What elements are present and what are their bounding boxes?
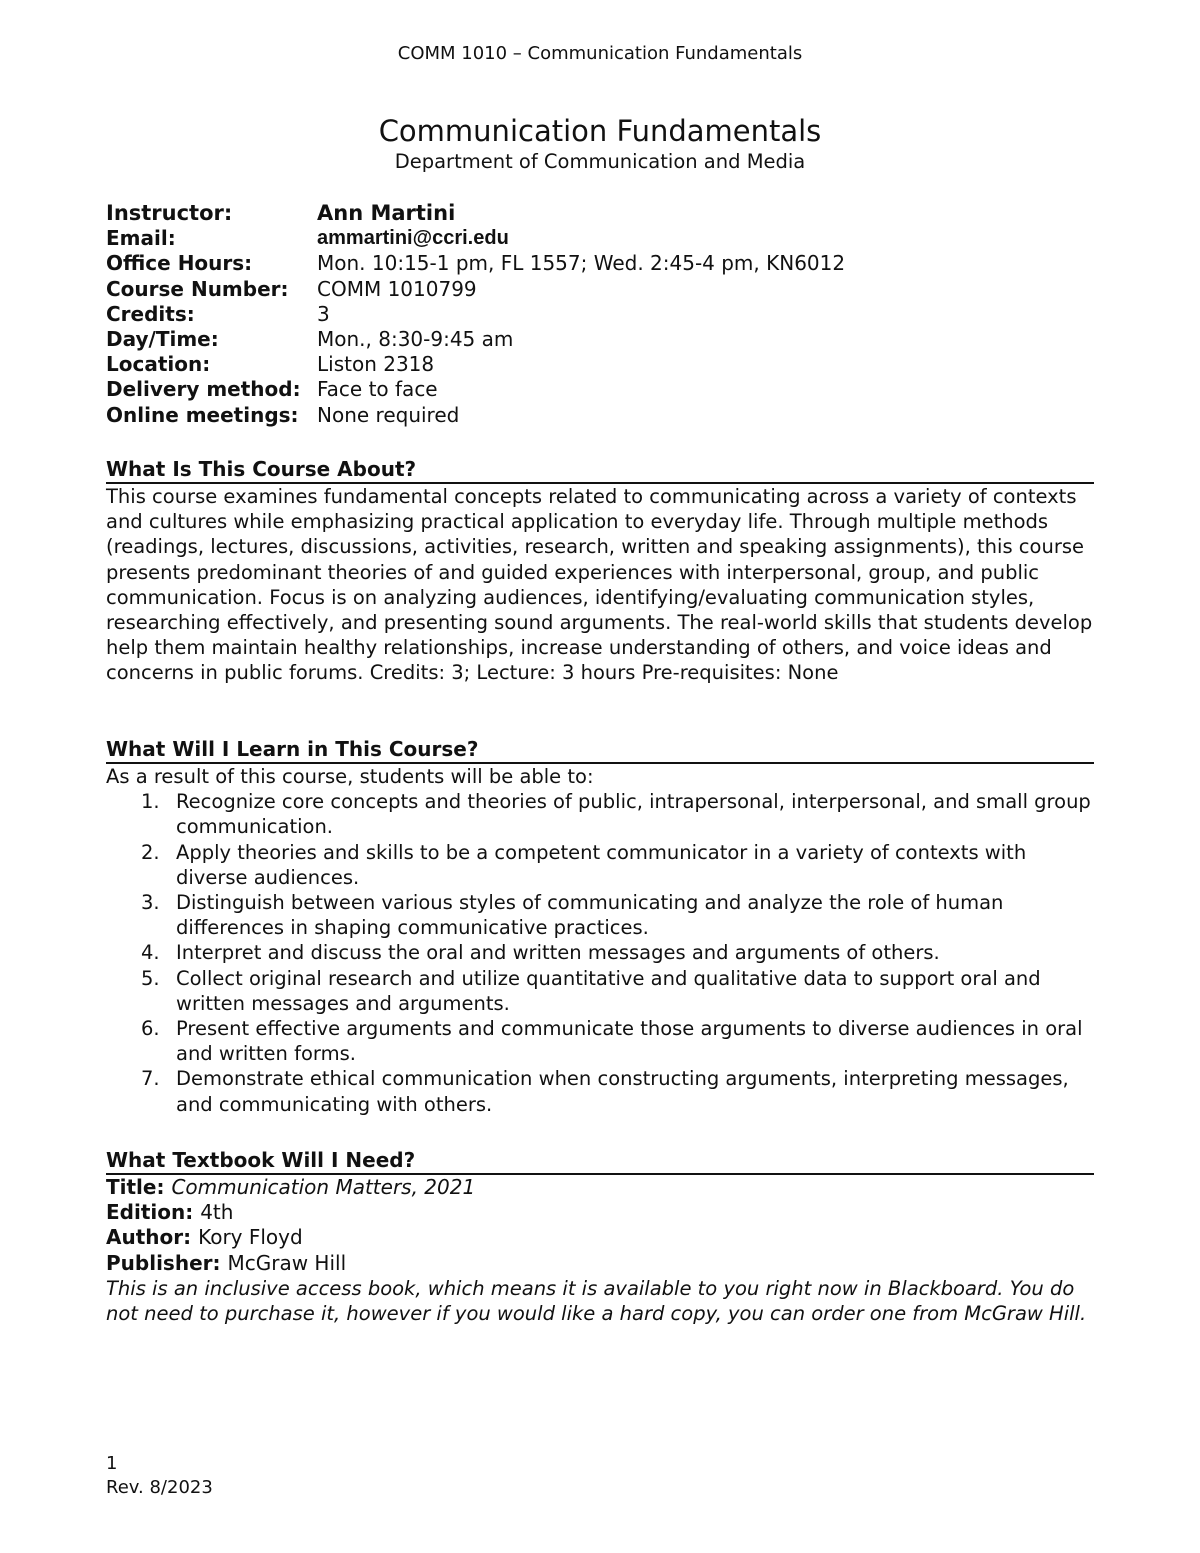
list-item	[106, 789, 1094, 839]
list-item-text: Demonstrate ethical communication when constructing arguments, interpreting messages, and communicating with others.	[176, 1067, 1069, 1116]
day-time-value: Mon., 8:30-9:45 am	[317, 326, 514, 351]
textbook-author-label: Author:	[106, 1225, 199, 1250]
list-number: 5.	[141, 966, 160, 990]
department-name: Department of Communication and Media	[394, 150, 806, 173]
location-value: Liston 2318	[317, 352, 435, 377]
textbook-edition-value: 4th	[200, 1200, 234, 1225]
list-item	[106, 966, 1094, 1016]
info-label: Online meetings:	[106, 402, 299, 427]
list-item	[106, 1066, 1094, 1116]
list-item-text: Distinguish between various styles of communicating and analyze the role of human differences in shaping communicative practices.	[176, 891, 1004, 940]
learning-outcomes-list	[106, 789, 1094, 1117]
info-row-delivery-method	[106, 377, 1106, 402]
page-footer	[106, 1452, 213, 1500]
list-number: 3.	[141, 891, 160, 915]
list-item	[106, 940, 1094, 965]
textbook-publisher-value: McGraw Hill	[227, 1250, 347, 1275]
page-number: 1	[106, 1453, 118, 1474]
list-item	[106, 840, 1094, 890]
textbook-author-row	[106, 1225, 1094, 1250]
list-item	[106, 890, 1094, 940]
info-row-office-hours	[106, 251, 1106, 276]
section-heading: What Textbook Will I Need?	[106, 1148, 1094, 1175]
info-label: Office Hours:	[106, 251, 253, 276]
course-description: This course examines fundamental concepts related to communicating across a variety of contexts and cultures while emphasizing practical application to everyday life. Through multiple methods (readings, lectures, discussions, activities, research, written and speaking assignments), this course presents predominant theories of and guided experiences with interpersonal, group, and public communication. Focus is on analyzing audiences, identifying/evaluating communication styles, researching effectively, and presenting sound arguments. The real-world skills that students develop help them maintain healthy relationships, increase understanding of others, and voice ideas and concerns in public forums. Credits: 3; Lecture: 3 hours Pre-requisites: None	[106, 485, 1093, 685]
course-number-value: COMM 1010799	[317, 276, 477, 301]
section-textbook	[106, 1148, 1094, 1326]
info-label: Instructor:	[106, 201, 233, 225]
list-item-text: Apply theories and skills to be a competent communicator in a variety of contexts with diverse audiences.	[176, 840, 1027, 889]
section-about	[106, 457, 1094, 686]
info-label: Location:	[106, 352, 211, 377]
textbook-title-label: Title:	[106, 1175, 172, 1199]
textbook-edition-row	[106, 1200, 1094, 1225]
list-number: 4.	[141, 941, 160, 965]
delivery-method-value: Face to face	[317, 377, 438, 402]
textbook-title-row	[106, 1175, 1094, 1200]
office-hours-value: Mon. 10:15-1 pm, FL 1557; Wed. 2:45-4 pm, KN6012	[317, 251, 846, 276]
credits-value: 3	[317, 301, 330, 326]
textbook-publisher-label: Publisher:	[106, 1250, 228, 1275]
instructor-name: Ann Martini	[317, 201, 456, 225]
list-number: 1.	[141, 790, 160, 814]
revision-date: Rev. 8/2023	[106, 1477, 213, 1498]
textbook-publisher-row	[106, 1251, 1094, 1276]
email-value: ammartini@ccri.edu	[317, 227, 509, 250]
list-number: 7.	[141, 1067, 160, 1091]
list-item-text: Interpret and discuss the oral and written messages and arguments of others.	[176, 941, 940, 965]
textbook-title-value: Communication Matters, 2021	[171, 1175, 476, 1199]
info-row-instructor	[106, 201, 1106, 226]
info-row-online-meetings	[106, 403, 1106, 428]
info-label: Course Number:	[106, 276, 289, 301]
list-number: 6.	[141, 1017, 160, 1041]
section-heading: What Will I Learn in This Course?	[106, 737, 1094, 764]
info-label: Delivery method:	[106, 377, 301, 402]
textbook-edition-label: Edition:	[106, 1200, 201, 1225]
running-header: COMM 1010 – Communication Fundamentals	[397, 43, 803, 64]
list-number: 2.	[141, 840, 160, 864]
online-meetings-value: None required	[317, 402, 460, 427]
textbook-access-note: This is an inclusive access book, which means it is available to you right now in Blackboard. You do not need to purchase it, however if you would like a hard copy, you can order one from McGraw Hill.	[106, 1276, 1087, 1326]
list-item-text: Recognize core concepts and theories of public, intrapersonal, interpersonal, and small group communication.	[176, 790, 1091, 839]
section-learn	[106, 737, 1094, 1117]
info-row-email	[106, 226, 1106, 251]
section-heading: What Is This Course About?	[106, 457, 1094, 484]
outcomes-intro: As a result of this course, students will be able to:	[106, 765, 594, 788]
list-item	[106, 1016, 1094, 1066]
textbook-author-value: Kory Floyd	[198, 1225, 303, 1250]
info-row-course-number	[106, 277, 1106, 302]
document-title: Communication Fundamentals	[378, 114, 822, 148]
info-row-location	[106, 352, 1106, 377]
list-item-text: Collect original research and utilize quantitative and qualitative data to support oral and written messages and arguments.	[176, 966, 1041, 1015]
info-row-day-time	[106, 327, 1106, 352]
info-label: Credits:	[106, 301, 195, 326]
course-info-block	[106, 201, 1106, 428]
list-item-text: Present effective arguments and communicate those arguments to diverse audiences in oral and written forms.	[176, 1017, 1083, 1066]
info-row-credits	[106, 302, 1106, 327]
info-label: Email:	[106, 226, 176, 251]
info-label: Day/Time:	[106, 326, 219, 351]
